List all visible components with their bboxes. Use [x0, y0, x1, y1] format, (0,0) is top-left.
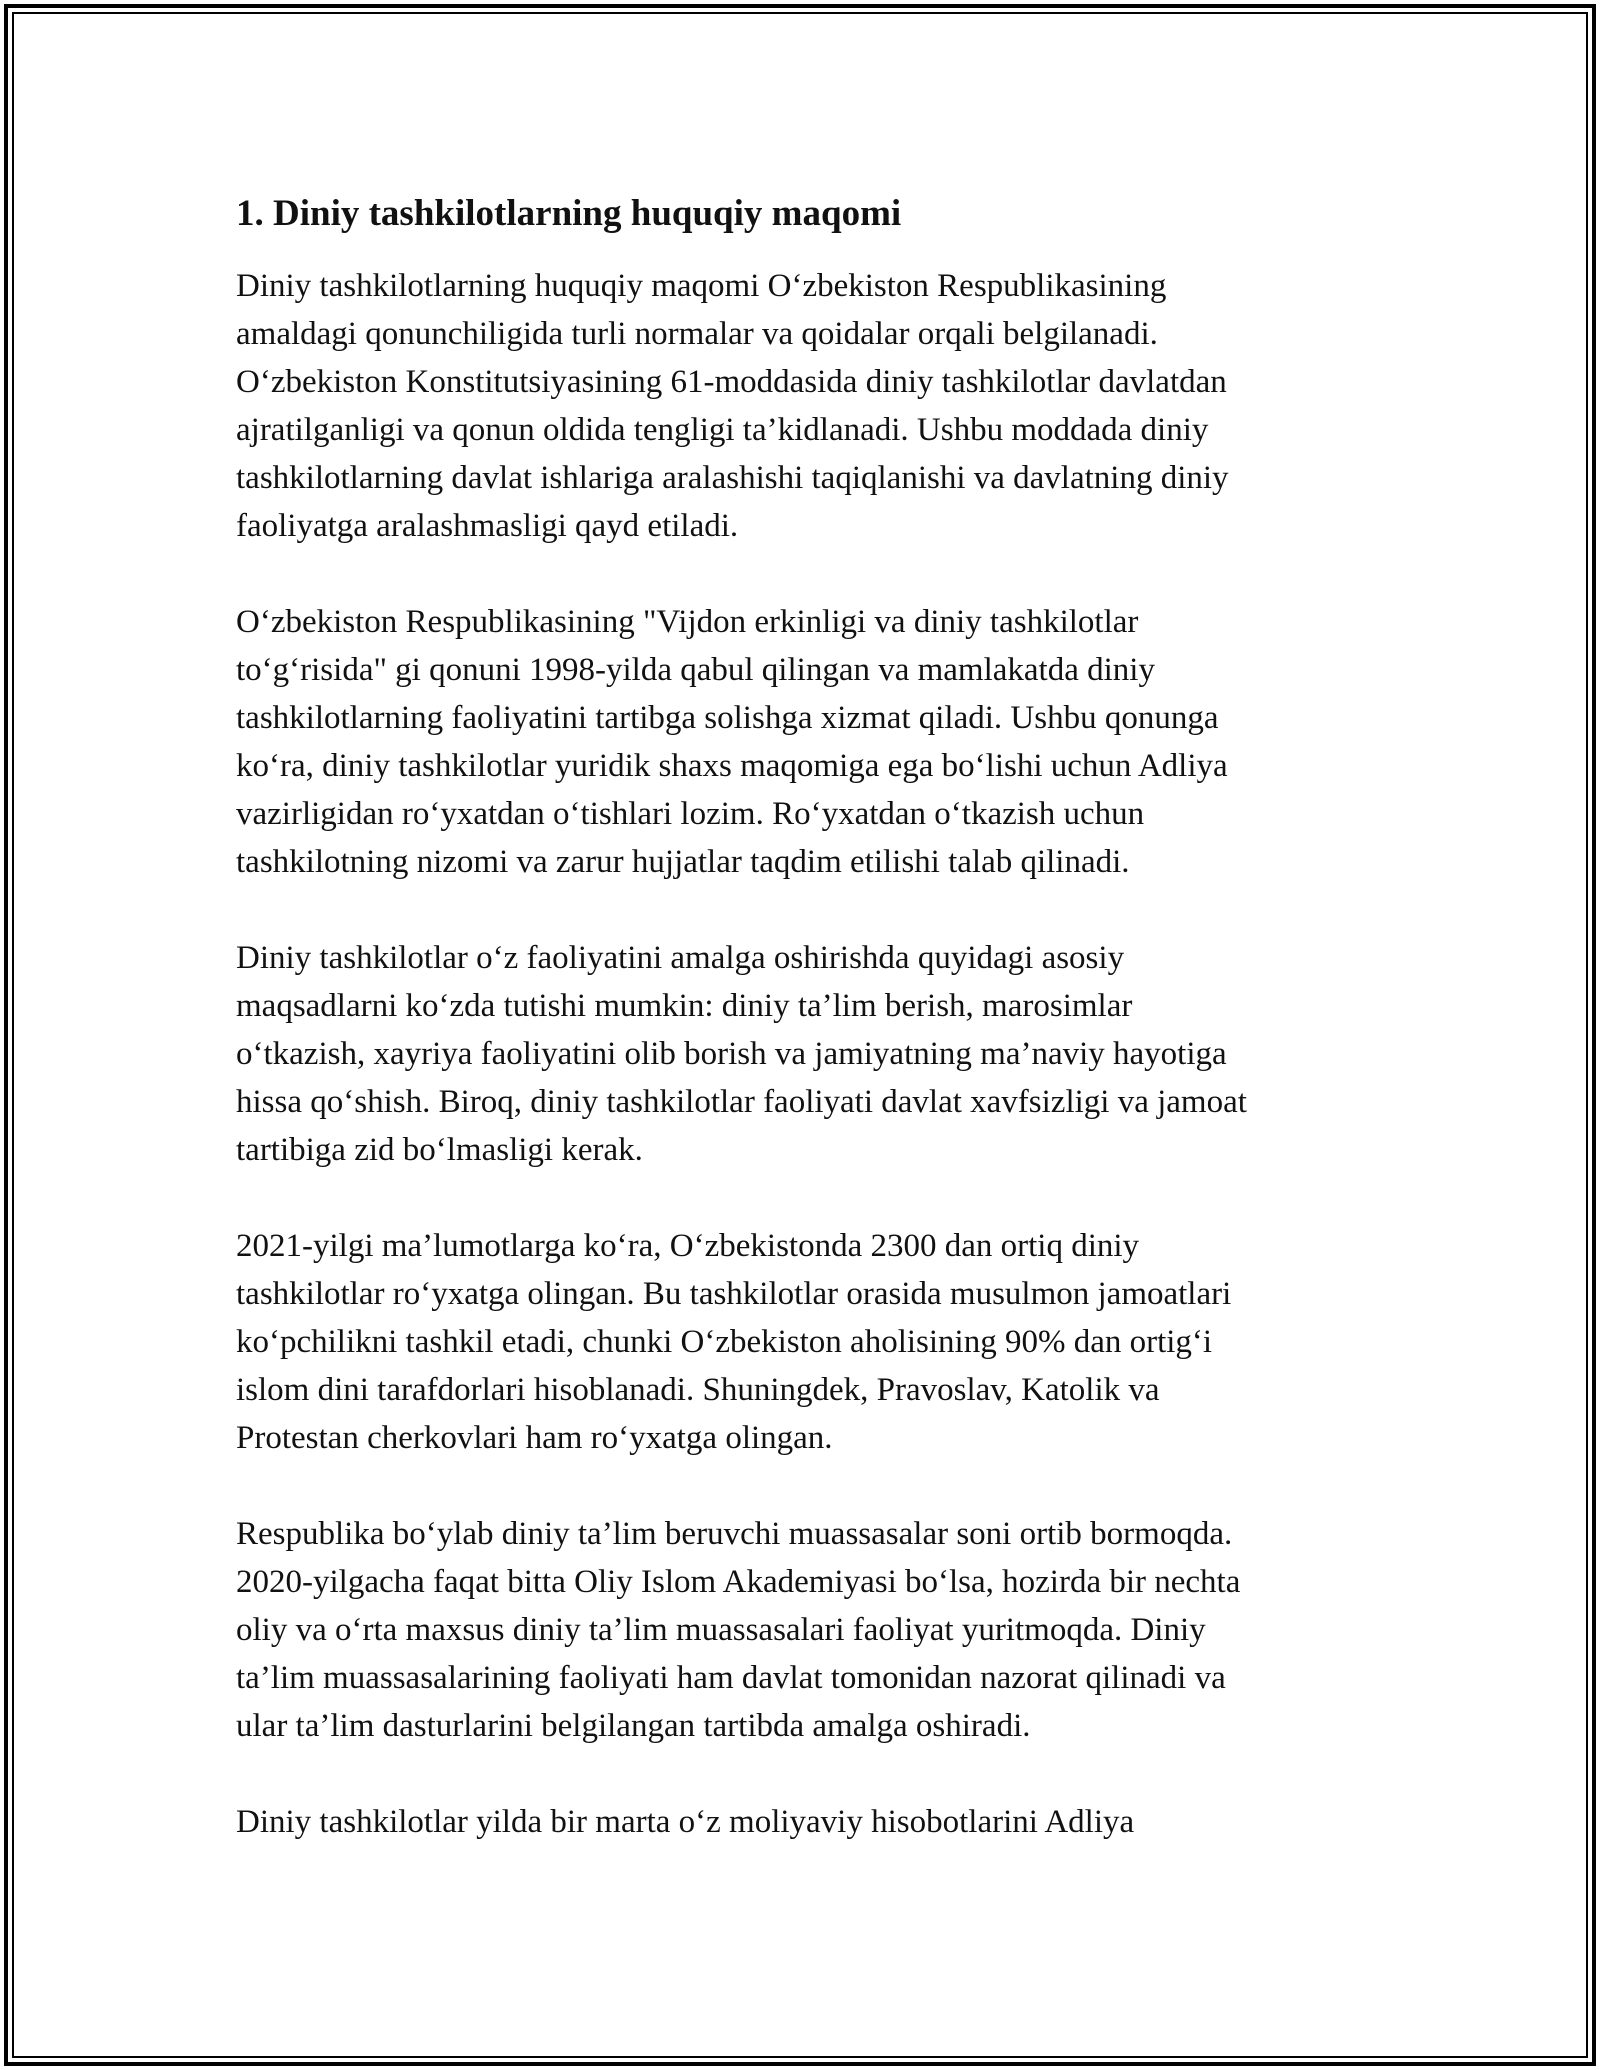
paragraph-legal-status: Diniy tashkilotlarning huquqiy maqomi O‘zbekiston Respublikasining amaldagi qonunchiligida turli normalar va qoidalar orqali belgilanadi. O‘zbekiston Konstitutsiyasining 61-moddasida diniy tashkilotlar davlatdan ajratilganligi va qonun oldida tengligi ta’kidlanadi. Ushbu moddada diniy tashkilotlarning davlat ishlariga aralashishi taqiqlanishi va davlatning diniy faoliyatga aralashmasligi qayd etiladi.	[236, 268, 1229, 544]
paragraph-financial-reports: Diniy tashkilotlar yilda bir marta o‘z moliyaviy hisobotlarini Adliya	[236, 1804, 1135, 1840]
paragraph-activity-goals: Diniy tashkilotlar o‘z faoliyatini amalga oshirishda quyidagi asosiy maqsadlarni ko‘zda tutishi mumkin: diniy ta’lim berish, marosimlar o‘tkazish, xayriya faoliyatini olib borish va jamiyatning ma’naviy hayotiga hissa qo‘shish. Biroq, diniy tashkilotlar faoliyati davlat xavfsizligi va jamoat tartibiga zid bo‘lmasligi kerak.	[236, 940, 1247, 1168]
section-heading: 1. Diniy tashkilotlarning huquqiy maqomi	[236, 193, 902, 234]
paragraph-registration-stats: 2021-yilgi ma’lumotlarga ko‘ra, O‘zbekistonda 2300 dan ortiq diniy tashkilotlar ro‘yxatga olingan. Bu tashkilotlar orasida musulmon jamoatlari ko‘pchilikni tashkil etadi, chunki O‘zbekiston aholisining 90% dan ortig‘i islom dini tarafdorlari hisoblanadi. Shuningdek, Pravoslav, Katolik va Protestan cherkovlari ham ro‘yxatga olingan.	[236, 1228, 1232, 1456]
paragraph-religious-education: Respublika bo‘ylab diniy ta’lim beruvchi muassasalar soni ortib bormoqda. 2020-yilgacha faqat bitta Oliy Islom Akademiyasi bo‘lsa, hozirda bir nechta oliy va o‘rta maxsus diniy ta’lim muassasalari faoliyat yuritmoqda. Diniy ta’lim muassasalarining faoliyati ham davlat tomonidan nazorat qilinadi va ular ta’lim dasturlarini belgilangan tartibda amalga oshiradi.	[236, 1516, 1241, 1744]
paragraph-conscience-law: O‘zbekiston Respublikasining "Vijdon erkinligi va diniy tashkilotlar to‘g‘risida" gi qonuni 1998-yilda qabul qilingan va mamlakatda diniy tashkilotlarning faoliyatini tartibga solishga xizmat qiladi. Ushbu qonunga ko‘ra, diniy tashkilotlar yuridik shaxs maqomiga ega bo‘lishi uchun Adliya vazirligidan ro‘yxatdan o‘tishlari lozim. Ro‘yxatdan o‘tkazish uchun tashkilotning nizomi va zarur hujjatlar taqdim etilishi talab qilinadi.	[236, 604, 1228, 880]
document-body	[236, 186, 1386, 1894]
